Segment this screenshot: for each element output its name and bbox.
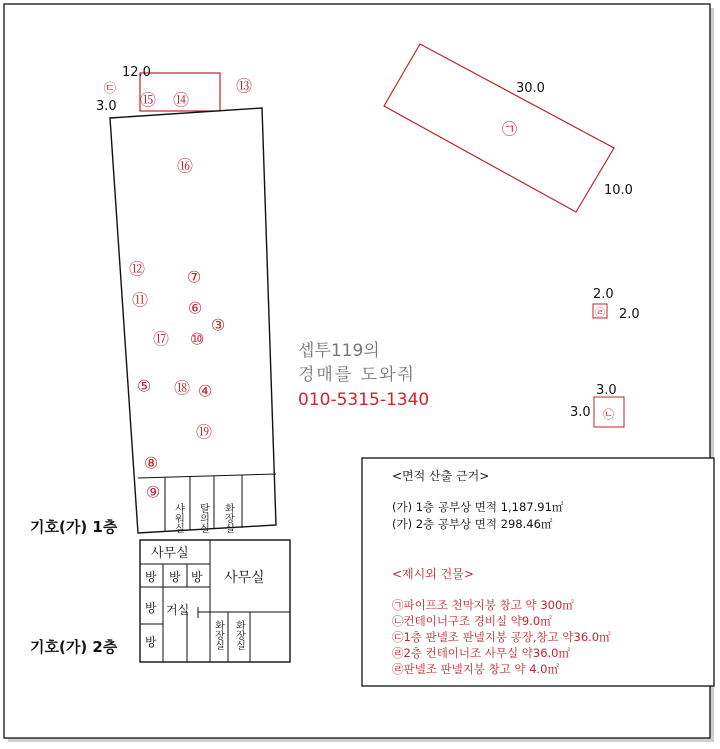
floor-marker: ⑮ <box>139 90 157 110</box>
floor-marker: ⑤ <box>136 376 152 396</box>
annex-height-label: 3.0 <box>96 99 117 114</box>
structure-g-width: 10.0 <box>604 183 633 198</box>
structure-l-side: 3.0 <box>570 405 591 420</box>
watermark-line2: 경매를 도와줘 <box>298 365 416 385</box>
legend-extra-row-4: ㉣2층 컨테이너조 사무실 약36.0㎡ <box>392 646 570 660</box>
watermark-line1: 셉투119의 <box>298 341 380 361</box>
structure-r-symbol: ㉣ <box>595 308 605 319</box>
floor-marker: ③ <box>210 315 226 335</box>
floor2-room-3: 방 <box>191 570 203 584</box>
floor2-office-a: 사무실 <box>151 546 189 561</box>
legend-box <box>362 458 714 686</box>
floor2-label: 기호(가) 2층 <box>30 638 118 656</box>
legend-extra-row-3: ㉢1층 판넬조 판넬지붕 공장,창고 약36.0㎡ <box>392 630 611 644</box>
floor-marker: ⑱ <box>173 378 191 398</box>
floor2-room-4: 방 <box>145 601 157 615</box>
legend-title: <면적 산출 근거> <box>392 469 490 483</box>
floor-marker: ⑨ <box>145 482 161 502</box>
legend-extra-row-5: ㉣판넬조 판넬지붕 창고 약 4.0㎡ <box>392 662 559 676</box>
floor-marker: ④ <box>197 381 213 401</box>
floor2-toilet-b: 화장실 <box>233 620 245 650</box>
legend-area-row-1: (가) 1층 공부상 면적 1,187.91㎡ <box>392 500 564 514</box>
floor2-toilet-a: 화장실 <box>212 620 224 650</box>
floor1-room-changing: 탈의실 <box>197 503 209 533</box>
floor-marker: ⑯ <box>176 156 194 176</box>
floor-marker: ⑲ <box>195 422 213 442</box>
annex-width-label: 12.0 <box>122 65 151 80</box>
structure-g-length: 30.0 <box>516 81 545 96</box>
structure-r-top: 2.0 <box>593 287 614 302</box>
legend-area-row-2: (가) 2층 공부상 면적 298.46㎡ <box>392 517 553 531</box>
floor1-label: 기호(가) 1층 <box>30 518 118 536</box>
floor2-living: 거실 <box>166 603 190 617</box>
annex-symbol: ㉢ <box>104 81 117 95</box>
floor-marker: ⑫ <box>128 259 146 279</box>
floor2-room-1: 방 <box>145 570 157 584</box>
floor2-office-b: 사무실 <box>224 570 265 586</box>
structure-l-top: 3.0 <box>596 383 617 398</box>
legend-extra-row-2: ㉡컨테이너구조 경비실 약9.0㎡ <box>392 614 552 628</box>
floor2-room-5: 방 <box>145 635 157 649</box>
floor2-room-2: 방 <box>169 570 181 584</box>
floor1-room-toilet: 화장실 <box>222 503 234 533</box>
floor1-room-shower: 샤워실 <box>172 503 184 533</box>
floor-marker: ⑩ <box>189 329 205 349</box>
floor-marker: ⑰ <box>152 329 170 349</box>
structure-l-symbol: ㉡ <box>603 408 614 421</box>
floor-marker: ⑥ <box>187 298 203 318</box>
floor-marker: ⑭ <box>172 90 190 110</box>
floor-marker: ⑬ <box>235 76 253 96</box>
floor-marker: ⑧ <box>143 453 159 473</box>
structure-r-side: 2.0 <box>619 307 640 322</box>
floor-marker: ⑪ <box>131 290 149 310</box>
legend-extra-row-1: ㉠파이프조 천막지붕 창고 약 300㎡ <box>392 598 574 612</box>
legend-extra-title: <제시외 건물> <box>392 567 474 581</box>
contact-phone: 010-5315-1340 <box>298 390 430 410</box>
floor-marker: ⑦ <box>186 267 202 287</box>
structure-g-symbol: ㉠ <box>502 120 518 138</box>
